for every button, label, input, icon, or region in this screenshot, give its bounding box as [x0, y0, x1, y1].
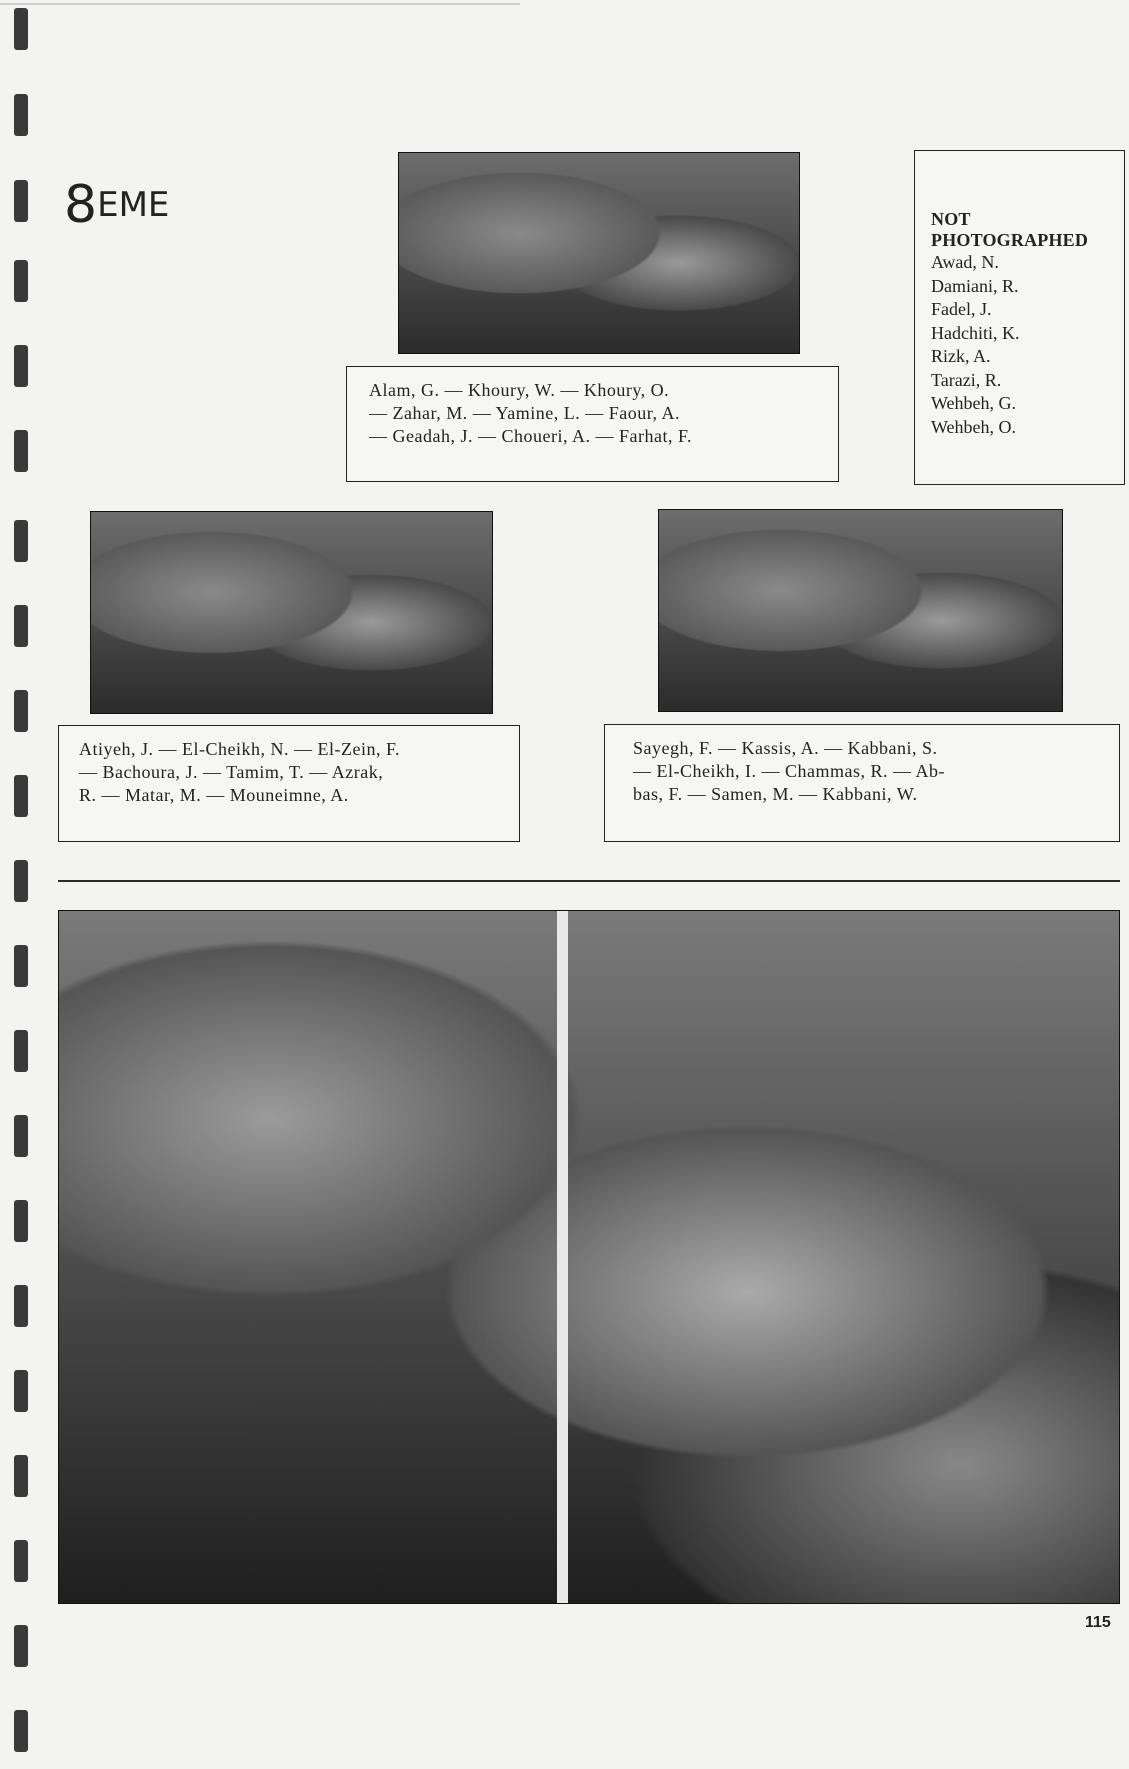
list-item: Awad, N. — [931, 252, 999, 272]
not-photographed-title: NOT PHOTOGRAPHED — [931, 209, 1089, 250]
caption-line: bas, F. — Samen, M. — Kabbani, W. — [633, 784, 918, 804]
list-item: Hadchiti, K. — [931, 322, 1020, 343]
caption-top — [346, 366, 839, 482]
caption-line: Atiyeh, J. — El-Cheikh, N. — El-Zein, F. — [79, 739, 401, 759]
section-divider — [58, 880, 1120, 882]
community-radio-photo — [58, 910, 1120, 1604]
list-item: Tarazi, R. — [931, 369, 1002, 390]
caption-line: — Geadah, J. — Choueri, A. — Farhat, F. — [369, 426, 693, 446]
not-photographed-list — [931, 251, 1124, 439]
class-label — [64, 175, 170, 235]
caption-left — [58, 725, 520, 842]
spiral-binding — [10, 0, 40, 1769]
caption-line: — El-Cheikh, I. — Chammas, R. — Ab- — [633, 761, 945, 781]
not-photographed-box — [914, 150, 1125, 485]
class-photo-top — [398, 152, 800, 354]
list-item: Damiani, R. — [931, 275, 1019, 296]
caption-line: Alam, G. — Khoury, W. — Khoury, O. — [369, 380, 670, 400]
caption-line: R. — Matar, M. — Mouneimne, A. — [79, 785, 349, 805]
caption-line: — Bachoura, J. — Tamim, T. — Azrak, — [79, 762, 384, 782]
caption-right — [604, 724, 1120, 842]
class-suffix: EME — [97, 185, 170, 225]
page-number: 115 — [1085, 1614, 1111, 1631]
caption-line: — Zahar, M. — Yamine, L. — Faour, A. — [369, 403, 681, 423]
list-item: Wehbeh, G. — [931, 393, 1017, 413]
top-edge-line — [0, 3, 520, 5]
list-item: Wehbeh, O. — [931, 416, 1017, 437]
list-item: Fadel, J. — [931, 299, 992, 319]
class-photo-left — [90, 511, 493, 714]
list-item: Rizk, A. — [931, 346, 991, 366]
class-number: 8 — [64, 175, 98, 235]
class-photo-right — [658, 509, 1063, 712]
caption-line: Sayegh, F. — Kassis, A. — Kabbani, S. — [633, 738, 938, 758]
